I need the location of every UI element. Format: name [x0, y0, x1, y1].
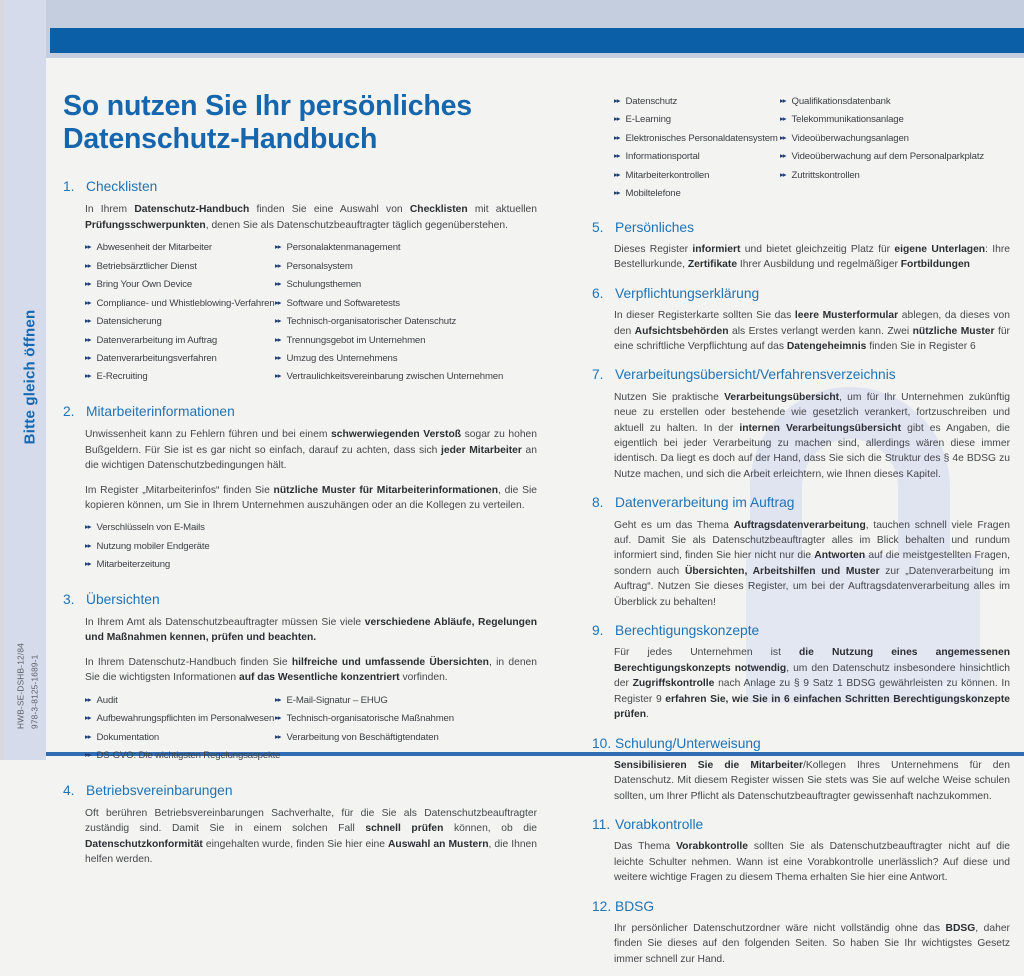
- bullet-label: Audit: [96, 694, 118, 706]
- right-column: [592, 94, 1010, 976]
- bullet-label: Datenschutz: [625, 96, 678, 107]
- isbn-code: 978-3-8125-1689-1: [29, 654, 39, 729]
- body-text: für eine schriftliche Verpflichtung auf das: [614, 325, 1010, 353]
- emphasis-text: BDSG: [945, 922, 976, 934]
- bullet-list: [63, 522, 537, 577]
- bullet-item: [614, 96, 780, 108]
- bullet-item: [614, 151, 780, 163]
- bullet-column-1: [85, 242, 275, 390]
- bullet-item: [85, 695, 275, 707]
- body-text: ablegen, da dieses von den: [614, 310, 1011, 337]
- double-arrow-icon: ▸▸: [780, 114, 786, 124]
- section-number: 12.: [592, 898, 612, 914]
- section-title: Betriebsvereinbarungen: [86, 782, 233, 798]
- bullet-item: [275, 371, 503, 383]
- section-heading: [592, 285, 1010, 302]
- body-text: : Ihre Bestellurkunde,: [614, 244, 1011, 271]
- section-heading: [592, 735, 1010, 752]
- section-paragraph: [592, 839, 1010, 885]
- double-arrow-icon: ▸▸: [85, 334, 91, 344]
- emphasis-text: verschiedene Abläufe, Regelungen und Maßnahmen kennen, prüfen und beachten.: [85, 617, 537, 644]
- emphasis-text: Vorabkontrolle: [676, 841, 748, 853]
- emphasis-text: Datenschutzkonformität: [85, 838, 203, 850]
- bullet-label: Vertraulichkeitsvereinbarung zwischen Unternehmen: [286, 371, 504, 383]
- body-text: , die Ihnen helfen werden.: [85, 838, 537, 866]
- bullet-label: Dokumentation: [96, 731, 160, 743]
- bullet-label: Datenverarbeitungsverfahren: [96, 353, 217, 365]
- body-text: /Kollegen Ihres Unternehmens für den Datenschutz. Mit diesem Register wissen Sie stets was Sie auf welche Weise schulen sollten, um Ihrer Pflicht als Datenschutzbeauftragter gewissenhaft nachzukommen.: [614, 759, 1010, 802]
- bullet-label: Bring Your Own Device: [96, 279, 193, 291]
- body-text: , tauchen schnell viele Fragen auf. Damit Sie als Datenschutzbeauftragter alles im Blick behalten und rundum informiert sind, finden Sie hier nicht nur die: [614, 519, 1010, 562]
- section-title: Verarbeitungsübersicht/Verfahrensverzeichnis: [615, 367, 896, 383]
- double-arrow-icon: ▸▸: [780, 151, 786, 161]
- emphasis-text: Auftragsdatenverarbeitung: [733, 519, 866, 531]
- double-arrow-icon: ▸▸: [85, 353, 91, 363]
- double-arrow-icon: ▸▸: [85, 750, 91, 760]
- section-title: Verpflichtungserklärung: [615, 285, 760, 301]
- section-paragraph: [592, 390, 1010, 483]
- bullet-item: [275, 335, 503, 347]
- bullet-label: Technisch-organisatorische Maßnahmen: [286, 713, 454, 725]
- double-arrow-icon: ▸▸: [275, 242, 281, 252]
- left-sections: [63, 178, 537, 868]
- emphasis-text: Aufsichtsbehörden: [634, 325, 729, 337]
- body-text: und bietet gleichzeitig Platz für: [740, 244, 895, 256]
- bullet-item: [275, 732, 454, 744]
- section: [592, 735, 1010, 805]
- section-number: 8.: [592, 495, 604, 511]
- emphasis-text: Zugriffskontrolle: [632, 678, 715, 690]
- bullet-item: [275, 713, 454, 725]
- double-arrow-icon: ▸▸: [275, 371, 281, 381]
- page-title: [63, 90, 537, 156]
- section-number: 11.: [592, 817, 611, 833]
- page-title-line1: So nutzen Sie Ihr persönliches: [63, 90, 472, 122]
- section-title: Checklisten: [86, 179, 158, 195]
- bullet-label: Videoüberwachung auf dem Personalparkplatz: [791, 151, 984, 163]
- section-title: Schulung/Unterweisung: [615, 735, 761, 751]
- bullet-item: [275, 353, 503, 365]
- body-text: In Ihrem Datenschutz-Handbuch finden Sie: [85, 656, 292, 668]
- body-text: finden Sie in Register 6: [866, 341, 976, 353]
- section-title: Persönliches: [615, 219, 694, 235]
- bullet-item: [614, 188, 780, 200]
- double-arrow-icon: ▸▸: [614, 169, 620, 179]
- bullet-label: Mitarbeiterkontrollen: [625, 169, 710, 181]
- bullet-item: [85, 522, 275, 534]
- body-text: In Ihrem Amt als Datenschutzbeauftragter müssen Sie viele: [85, 617, 365, 629]
- body-text: an die wichtigen Datenschutzbedingungen hält.: [85, 444, 537, 472]
- bullet-label: Datensicherung: [96, 316, 162, 328]
- section-paragraph: [63, 655, 537, 686]
- section-heading: [592, 816, 1010, 833]
- section-number: 9.: [592, 623, 604, 639]
- bullet-label: Qualifikationsdatenbank: [791, 96, 891, 107]
- double-arrow-icon: ▸▸: [614, 188, 620, 198]
- emphasis-text: Prüfungsschwerpunkten: [85, 219, 206, 231]
- double-arrow-icon: ▸▸: [780, 96, 786, 105]
- bullet-label: Abwesenheit der Mitarbeiter: [96, 242, 212, 254]
- section: [592, 494, 1010, 610]
- double-arrow-icon: ▸▸: [85, 694, 91, 704]
- double-arrow-icon: ▸▸: [85, 242, 91, 252]
- emphasis-text: Verarbeitungsübersicht: [724, 391, 840, 403]
- bullet-item: [85, 732, 275, 744]
- section-paragraph: [592, 758, 1010, 804]
- emphasis-text: Auswahl an Mustern: [388, 838, 489, 850]
- section-number: 3.: [63, 591, 75, 607]
- emphasis-text: Antworten: [814, 550, 866, 562]
- bullet-label: Betriebsärztlicher Dienst: [96, 260, 197, 272]
- bullet-label: Software und Softwaretests: [286, 297, 400, 309]
- section-paragraph: [592, 242, 1010, 273]
- bullet-item: [780, 114, 984, 126]
- bullet-item: [275, 695, 454, 707]
- double-arrow-icon: ▸▸: [85, 297, 91, 307]
- bullet-list: [63, 695, 537, 769]
- double-arrow-icon: ▸▸: [275, 316, 281, 326]
- double-arrow-icon: ▸▸: [275, 353, 281, 363]
- body-text: sollten Sie als Datenschutzbeauftragter nicht auf die leichte Schulter nehmen. Wann ist eine Vorabkontrolle unerlässlich? Auf diese und weitere wichtige Fragen zu diesem Thema erhalten Sie hier eine Antwort.: [614, 841, 1010, 884]
- emphasis-text: auf das Wesentliche konzentriert: [238, 672, 400, 684]
- emphasis-text: die Nutzung eines angemessenen Berechtigungskonzepts notwendig: [614, 647, 1010, 674]
- bullet-item: [85, 298, 275, 310]
- section-heading: [63, 591, 537, 608]
- bullet-label: Compliance- und Whistleblowing-Verfahren: [96, 297, 275, 309]
- section-heading: [592, 622, 1010, 639]
- double-arrow-icon: ▸▸: [85, 713, 91, 723]
- emphasis-text: erfahren Sie, wie Sie in 6 einfachen Schritten Berechtigungskonzepte prüfen: [614, 693, 1010, 721]
- bullet-item: [614, 133, 780, 145]
- double-arrow-icon: ▸▸: [780, 132, 786, 142]
- bullet-label: Nutzung mobiler Endgeräte: [96, 540, 210, 552]
- bullet-list: [63, 242, 537, 390]
- double-arrow-icon: ▸▸: [614, 151, 620, 161]
- section-heading: [63, 782, 537, 799]
- emphasis-text: leere Musterformular: [794, 310, 899, 322]
- section-paragraph: [63, 483, 537, 514]
- sidebar-tab: [4, 0, 46, 760]
- double-arrow-icon: ▸▸: [85, 540, 91, 550]
- bullet-item: [275, 279, 503, 291]
- page-title-line2: Datenschutz-Handbuch: [63, 123, 378, 156]
- double-arrow-icon: ▸▸: [275, 334, 281, 344]
- body-text: Unwissenheit kann zu Fehlern führen und bei einem: [85, 429, 332, 441]
- bullet-label: Videoüberwachungsanlagen: [791, 132, 909, 144]
- section-paragraph: [592, 921, 1010, 967]
- bullet-label: Personalaktenmanagement: [286, 242, 401, 254]
- double-arrow-icon: ▸▸: [275, 694, 281, 704]
- bullet-label: Mobiltelefone: [625, 188, 681, 200]
- double-arrow-icon: ▸▸: [780, 169, 786, 179]
- section-paragraph: [63, 427, 537, 473]
- bullet-column-2: [275, 695, 454, 769]
- emphasis-text: internen Verarbeitungsübersicht: [739, 422, 902, 434]
- bullet-label: Technisch-organisatorischer Datenschutz: [286, 316, 457, 328]
- double-arrow-icon: ▸▸: [614, 96, 620, 105]
- body-text: Oft berühren Betriebsvereinbarungen Sachverhalte, für die Sie als Datenschutzbeauftragter zuständig sind. Damit Sie in einem solchen Fall: [85, 807, 537, 835]
- section-title: Vorabkontrolle: [615, 817, 704, 833]
- bullet-item: [85, 750, 281, 762]
- body-text: sogar zu hohen Bußgeldern. Für Sie ist es gar nicht so einfach, darauf zu achten, dass sich: [85, 429, 537, 456]
- sidebar-tab-label: Bitte gleich öffnen: [21, 309, 39, 445]
- body-text: Ihr persönlicher Datenschutzordner wäre nicht vollständig ohne das: [614, 922, 946, 934]
- section-number: 2.: [63, 403, 75, 419]
- body-text: , denen Sie als Datenschutzbeauftragter täglich gegenüberstehen.: [205, 219, 508, 231]
- section-number: 7.: [592, 367, 604, 383]
- bullet-item: [85, 279, 275, 291]
- body-text: als Erstes verlangt werden kann. Zwei: [728, 325, 913, 337]
- double-arrow-icon: ▸▸: [275, 297, 281, 307]
- double-arrow-icon: ▸▸: [85, 279, 91, 289]
- bullet-item: [85, 316, 275, 328]
- body-text: , daher finden Sie dieses auf den folgenden Seiten. So haben Sie Ihr wichtigstes Gesetz immer schnell zur Hand.: [614, 922, 1010, 965]
- section: [592, 219, 1010, 273]
- section-heading: [592, 366, 1010, 383]
- emphasis-text: schwerwiegenden Verstoß: [331, 429, 462, 441]
- double-arrow-icon: ▸▸: [85, 559, 91, 569]
- body-text: vorfinden.: [399, 672, 448, 684]
- body-text: zur „Datenverarbeitung im Auftrag“. Nutzen Sie dieses Register, um bei der Auftragsdatenverarbeitung alles im Überblick zu behalten!: [614, 565, 1010, 608]
- bullet-label: Aufbewahrungspflichten im Personalwesen: [96, 713, 275, 725]
- section-number: 1.: [63, 179, 75, 195]
- emphasis-text: Zertifikate: [687, 259, 738, 271]
- section: [63, 782, 537, 868]
- bullet-item: [85, 242, 275, 254]
- sidebar-codes: [14, 643, 41, 729]
- bullet-label: E-Recruiting: [96, 371, 148, 383]
- bullet-item: [275, 261, 503, 273]
- bullet-label: Mitarbeiterzeitung: [96, 559, 171, 571]
- body-text: mit aktuellen: [467, 204, 537, 216]
- right-sections: [592, 219, 1010, 967]
- section-title: BDSG: [615, 898, 655, 914]
- section: [592, 366, 1010, 482]
- body-text: können, ob die: [443, 823, 537, 835]
- section: [63, 403, 537, 578]
- emphasis-text: eigene Unterlagen: [894, 244, 986, 256]
- bullet-column-1: [614, 96, 780, 207]
- section: [63, 591, 537, 769]
- bullet-item: [85, 541, 275, 553]
- emphasis-text: Übersichten, Arbeitshilfen und Muster: [684, 565, 880, 577]
- bullet-label: DS-GVO: Die wichtigsten Regelungsaspekte: [96, 750, 281, 762]
- emphasis-text: Checklisten: [409, 204, 468, 216]
- bullet-item: [614, 114, 780, 126]
- body-text: , die Sie kopieren können, um Sie in Ihrem Unternehmen auszuhängen oder an die Kollegen zu verteilen.: [85, 484, 537, 511]
- body-text: gibt es Angaben, die eigentlich bei jeder Verarbeitung zu machen sind, allerdings wären diese immer identisch. Da liegt es doch auf der Hand, dass Sie sich die Struktur des § 4e BDSG zu Nutze machen, und sich die Arbeit erleichtern, wie Ihnen dieses Kapitel.: [614, 422, 1011, 480]
- bullet-label: Datenverarbeitung im Auftrag: [96, 334, 218, 346]
- left-column: [63, 90, 537, 877]
- double-arrow-icon: ▸▸: [85, 371, 91, 381]
- section-paragraph: [592, 518, 1010, 611]
- body-text: , um für Ihr Unternehmen zukünftig neue zu erstellen oder bestehende wie gesetzlich verankert, fortzuschreiben und aktuell zu halten. In der: [614, 391, 1010, 434]
- bullet-item: [275, 298, 503, 310]
- section-paragraph: [63, 615, 537, 646]
- bullet-item: [780, 170, 984, 182]
- bullet-item: [85, 261, 275, 273]
- body-text: In dieser Registerkarte sollten Sie das: [614, 310, 795, 322]
- section-paragraph: [63, 806, 537, 868]
- bullet-column-1: [85, 694, 281, 769]
- bullet-item: [275, 316, 503, 328]
- double-arrow-icon: ▸▸: [614, 114, 620, 124]
- section-heading: [63, 178, 537, 195]
- bullet-column-2: [780, 96, 984, 207]
- double-arrow-icon: ▸▸: [275, 713, 281, 723]
- section-heading: [592, 219, 1010, 236]
- body-text: Nutzen Sie praktische: [614, 391, 725, 403]
- bullet-label: Informationsportal: [625, 151, 700, 163]
- double-arrow-icon: ▸▸: [275, 260, 281, 270]
- double-arrow-icon: ▸▸: [85, 260, 91, 270]
- emphasis-text: Datengeheimnis: [786, 341, 867, 353]
- bullet-item: [780, 133, 984, 145]
- double-arrow-icon: ▸▸: [275, 731, 281, 741]
- emphasis-text: hilfreiche und umfassende Übersichten: [291, 656, 489, 668]
- double-arrow-icon: ▸▸: [85, 522, 91, 532]
- bullet-label: Umzug des Unternehmens: [286, 353, 398, 365]
- body-text: Geht es um das Thema: [614, 519, 734, 531]
- section-heading: [592, 494, 1010, 511]
- bullet-label: E-Learning: [625, 114, 671, 126]
- header-stripe: [50, 28, 1024, 53]
- bullet-label: Personalsystem: [286, 260, 353, 272]
- section-title: Datenverarbeitung im Auftrag: [615, 495, 795, 511]
- emphasis-text: Datenschutz-Handbuch: [134, 204, 250, 216]
- continued-bullet-list: [592, 96, 1010, 207]
- bullet-item: [614, 170, 780, 182]
- bullet-list: [592, 96, 1010, 207]
- body-text: .: [646, 709, 649, 721]
- bullet-label: E-Mail-Signatur – EHUG: [286, 694, 388, 706]
- double-arrow-icon: ▸▸: [85, 731, 91, 741]
- bullet-label: Elektronisches Personaldatensystem: [625, 132, 778, 144]
- double-arrow-icon: ▸▸: [85, 316, 91, 326]
- body-text: Für jedes Unternehmen ist: [614, 647, 800, 659]
- section-heading: [592, 898, 1010, 915]
- bullet-item: [780, 151, 984, 163]
- section: [592, 898, 1010, 968]
- bullet-item: [85, 335, 275, 347]
- body-text: , um den Datenschutz insbesondere hinsichtlich der: [614, 662, 1010, 690]
- bullet-column-1: [85, 522, 275, 577]
- body-text: Dieses Register: [614, 244, 693, 256]
- body-text: In Ihrem: [85, 204, 135, 216]
- section-number: 5.: [592, 219, 604, 235]
- section-number: 10.: [592, 735, 612, 751]
- emphasis-text: Sensibilisieren Sie die Mitarbeiter: [614, 759, 803, 771]
- section: [592, 622, 1010, 722]
- section-heading: [63, 403, 537, 420]
- body-text: nach Anlage zu § 9 Satz 1 BDSG gewährleisten zu können. In Register 9: [614, 678, 1010, 705]
- bullet-label: Verarbeitung von Beschäftigtendaten: [286, 731, 439, 743]
- bullet-column-2: [275, 242, 503, 390]
- section-paragraph: [592, 645, 1010, 722]
- section: [63, 178, 537, 390]
- bullet-item: [780, 96, 984, 108]
- emphasis-text: nützliche Muster für Mitarbeiterinformationen: [273, 484, 499, 496]
- body-text: finden Sie eine Auswahl von: [249, 204, 410, 216]
- bullet-item: [85, 713, 275, 725]
- bullet-item: [275, 242, 503, 254]
- body-text: eingehalten wurde, finden Sie hier eine: [202, 838, 388, 850]
- section-title: Berechtigungskonzepte: [615, 623, 760, 639]
- section: [592, 816, 1010, 886]
- body-text: Das Thema: [614, 841, 677, 853]
- bullet-item: [85, 353, 275, 365]
- section-number: 6.: [592, 285, 604, 301]
- bullet-label: Verschlüsseln von E-Mails: [96, 522, 205, 534]
- bullet-item: [85, 371, 275, 383]
- emphasis-text: Fortbildungen: [900, 259, 970, 271]
- emphasis-text: informiert: [692, 244, 741, 256]
- emphasis-text: schnell prüfen: [365, 823, 444, 835]
- bullet-label: Zutrittskontrollen: [791, 169, 860, 181]
- double-arrow-icon: ▸▸: [614, 132, 620, 142]
- bullet-label: Trennungsgebot im Unternehmen: [286, 334, 426, 346]
- product-code: HWB-SE-DSHB-12/84: [15, 643, 26, 729]
- body-text: , in denen Sie die wichtigsten Informationen: [85, 656, 538, 684]
- section-title: Übersichten: [86, 591, 160, 607]
- section: [592, 285, 1010, 355]
- section-paragraph: [63, 202, 537, 233]
- section-number: 4.: [63, 782, 75, 798]
- bullet-label: Telekommunikationsanlage: [791, 114, 904, 126]
- emphasis-text: jeder Mitarbeiter: [440, 444, 522, 456]
- bullet-item: [85, 559, 275, 571]
- section-title: Mitarbeiterinformationen: [86, 403, 235, 419]
- emphasis-text: nützliche Muster: [912, 325, 995, 337]
- section-paragraph: [592, 308, 1010, 354]
- bullet-label: Schulungsthemen: [286, 279, 362, 291]
- body-text: Ihrer Ausbildung und regelmäßiger: [737, 259, 901, 271]
- body-text: auf die meistgestellten Fragen, sondern auch: [614, 550, 1010, 577]
- double-arrow-icon: ▸▸: [275, 279, 281, 289]
- body-text: Im Register „Mitarbeiterinfos“ finden Sie: [85, 484, 274, 496]
